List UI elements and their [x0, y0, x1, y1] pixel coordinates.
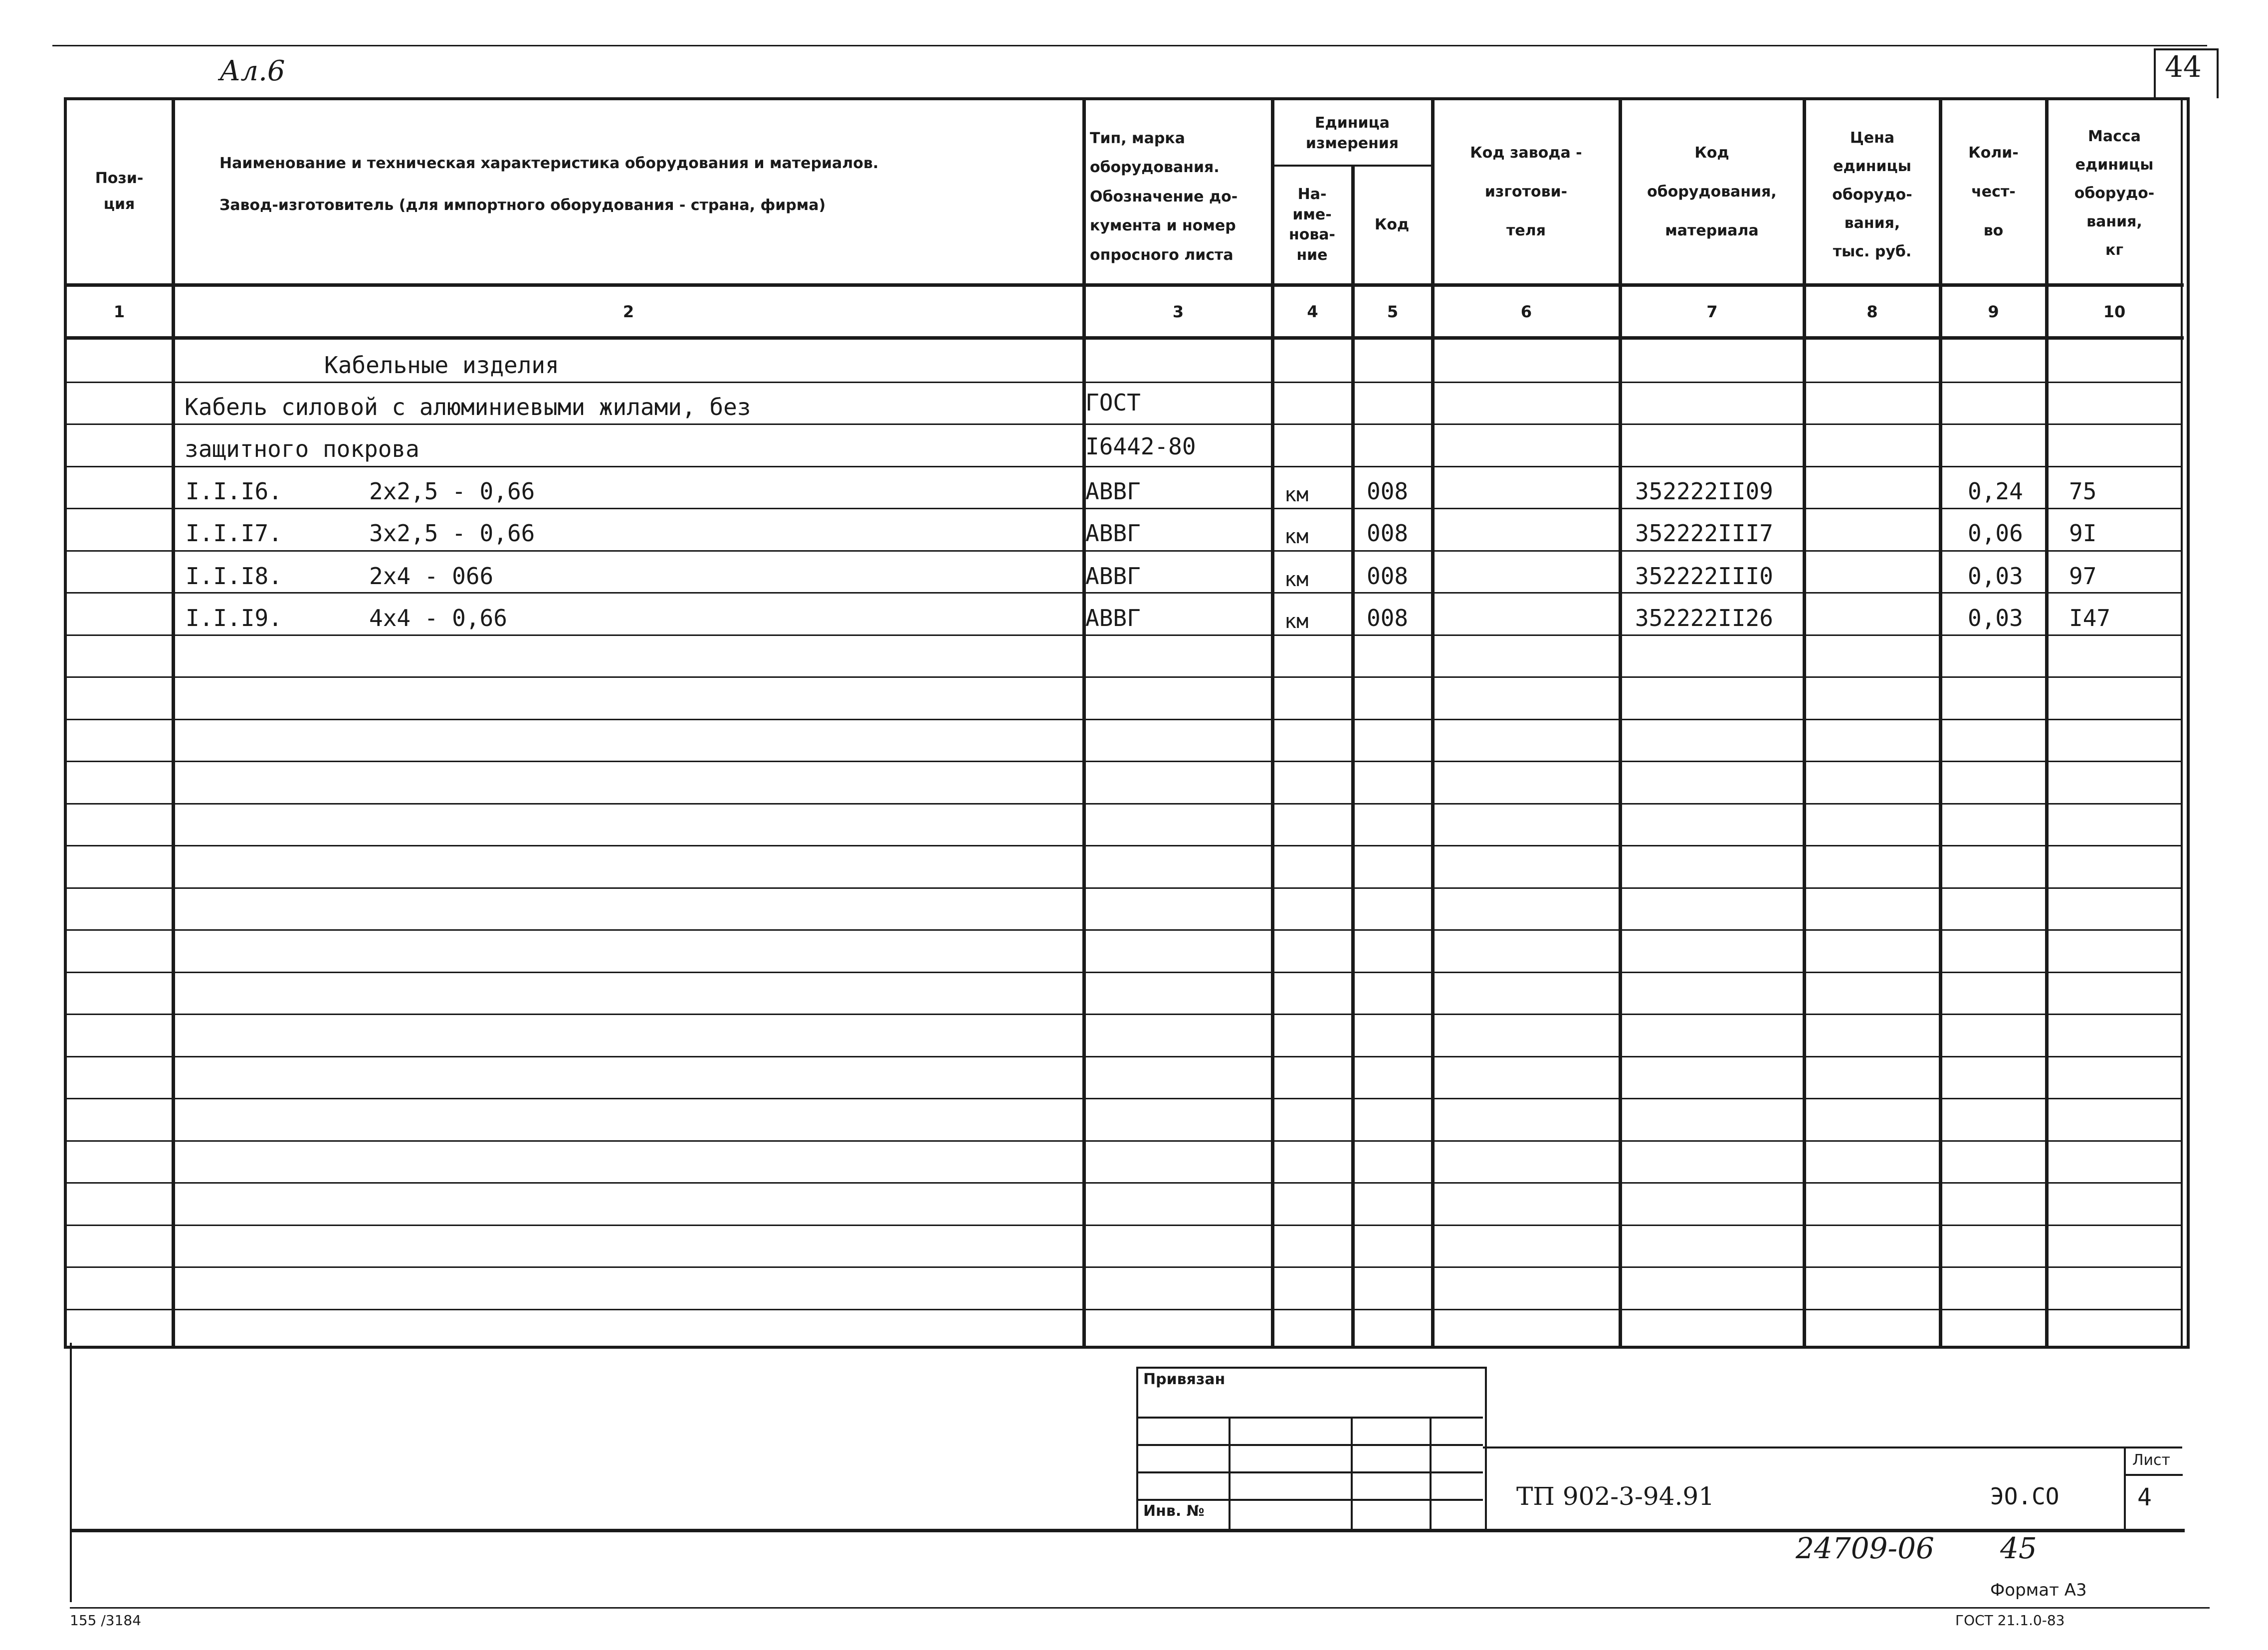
linked-label: Привязан: [1143, 1371, 1226, 1388]
inventory-stamp: 24709-06: [1796, 1531, 1934, 1565]
row-position: I.I.I8.: [186, 563, 282, 590]
header-unit-group: Единица измерения: [1305, 114, 1399, 152]
bottom-left-code: 155 /3184: [70, 1612, 142, 1629]
header-material-code: Код оборудования, материала: [1647, 144, 1777, 239]
row-position: I.I.I7.: [186, 520, 282, 547]
row-qty: 0,03: [1968, 605, 2023, 631]
header-unit-code: Код: [1374, 215, 1410, 233]
row-unit: км: [1284, 525, 1309, 548]
header-mass: Масса единицы оборудо- вания, кг: [2074, 128, 2155, 259]
header-name: Наименование и техническая характеристика оборудования и материалов. Завод-изготовитель (для импортного оборудования - страна, фирма): [219, 155, 879, 214]
row-line: [67, 676, 2181, 678]
row-material-code: 352222II26: [1635, 605, 1773, 631]
sheet-number: 4: [2137, 1483, 2152, 1511]
inventory-stamp-page: 45: [2000, 1531, 2037, 1565]
row-type: АВВГ: [1085, 478, 1141, 505]
bottom-right-code: ГОСТ 21.1.0-83: [1955, 1612, 2065, 1629]
row-spec: 2x4 - 066: [369, 563, 494, 590]
row-unit: км: [1284, 610, 1309, 633]
doc-section: ЭО.СО: [1990, 1483, 2060, 1510]
colnum-2: 2: [622, 302, 634, 321]
row-material-code: 352222III7: [1635, 520, 1773, 547]
colnum-7: 7: [1706, 302, 1718, 321]
row-qty: 0,06: [1968, 520, 2023, 547]
row-mass: 75: [2069, 478, 2097, 505]
col-sep-4: [1351, 165, 1355, 1346]
header-factory-code: Код завода - изготови- теля: [1470, 144, 1582, 239]
colnum-10: 10: [2103, 302, 2126, 321]
colnum-5: 5: [1387, 302, 1399, 321]
left-margin-line: [70, 1343, 72, 1602]
doc-code: ТП 902-3-94.91: [1516, 1482, 1715, 1511]
row-position: I.I.I6.: [186, 478, 282, 505]
row-line: [67, 719, 2181, 720]
row-line: [67, 972, 2181, 973]
row-unit: км: [1284, 483, 1309, 506]
row-type: АВВГ: [1085, 605, 1141, 631]
row-line: [67, 1309, 2181, 1310]
top-rule: [52, 45, 2207, 46]
section-title: Кабельные изделия: [324, 352, 559, 379]
row-line: [67, 1056, 2181, 1057]
row-line: [67, 929, 2181, 931]
colnum-3: 3: [1172, 302, 1184, 321]
row-type: АВВГ: [1085, 520, 1141, 547]
row-unit-code: 008: [1367, 563, 1409, 590]
sheet-box-mid: [2124, 1474, 2183, 1476]
row-mass: 9I: [2069, 520, 2097, 547]
inv-label: Инв. №: [1143, 1502, 1205, 1520]
description-doc-1: ГОСТ: [1085, 389, 1141, 416]
row-type: АВВГ: [1085, 563, 1141, 590]
row-spec: 2x2,5 - 0,66: [369, 478, 535, 505]
sheet-box-left: [2124, 1446, 2126, 1529]
colnum-1: 1: [113, 302, 125, 321]
sheet-label: Лист: [2132, 1451, 2171, 1469]
row-line: [67, 1266, 2181, 1268]
header-type: Тип, марка оборудования. Обозначение до- кумента и номер опросного листа: [1090, 129, 1238, 264]
row-spec: 4x4 - 0,66: [369, 605, 507, 631]
row-line: [67, 1014, 2181, 1015]
row-unit-code: 008: [1367, 478, 1409, 505]
row-position: I.I.I9.: [186, 605, 282, 631]
row-qty: 0,24: [1968, 478, 2023, 505]
header-unit-name: На- име- нова- ние: [1288, 186, 1336, 264]
colnum-8: 8: [1866, 302, 1878, 321]
row-line: [67, 1098, 2181, 1099]
row-line: [67, 887, 2181, 889]
row-spec: 3x2,5 - 0,66: [369, 520, 535, 547]
row-qty: 0,03: [1968, 563, 2023, 590]
row-unit-code: 008: [1367, 605, 1409, 631]
header-bottom-line: [64, 283, 2184, 287]
header-price: Цена единицы оборудо- вания, тыс. руб.: [1832, 129, 1912, 260]
footer-rule: [70, 1607, 2210, 1609]
top-left-note: Ал.6: [219, 55, 285, 87]
colnum-9: 9: [1988, 302, 1999, 321]
row-line: [67, 845, 2181, 846]
row-material-code: 352222III0: [1635, 563, 1773, 590]
format-label: Формат А3: [1990, 1580, 2087, 1600]
colnum-bottom-line: [64, 336, 2184, 340]
page-corner-number: 44: [2165, 50, 2202, 84]
linked-col-1: [1229, 1417, 1231, 1529]
header-qty: Коли- чест- во: [1968, 144, 2019, 239]
linked-col-2: [1351, 1417, 1353, 1529]
row-line: [67, 1225, 2181, 1226]
colnum-4: 4: [1307, 302, 1318, 321]
description-doc-2: I6442-80: [1085, 433, 1196, 460]
row-mass: 97: [2069, 563, 2097, 590]
row-line: [67, 1182, 2181, 1184]
row-line: [67, 1140, 2181, 1142]
row-unit: км: [1284, 568, 1309, 591]
row-unit-code: 008: [1367, 520, 1409, 547]
row-mass: I47: [2069, 605, 2111, 631]
row-line: [67, 803, 2181, 805]
header-position: Пози- ция: [95, 169, 144, 213]
colnum-6: 6: [1520, 302, 1532, 321]
row-line: [67, 761, 2181, 762]
description-line-2: защитного покрова: [185, 435, 419, 462]
row-material-code: 352222II09: [1635, 478, 1773, 505]
description-line-1: Кабель силовой с алюминиевыми жилами, без: [185, 394, 751, 420]
linked-col-3: [1430, 1417, 1432, 1529]
